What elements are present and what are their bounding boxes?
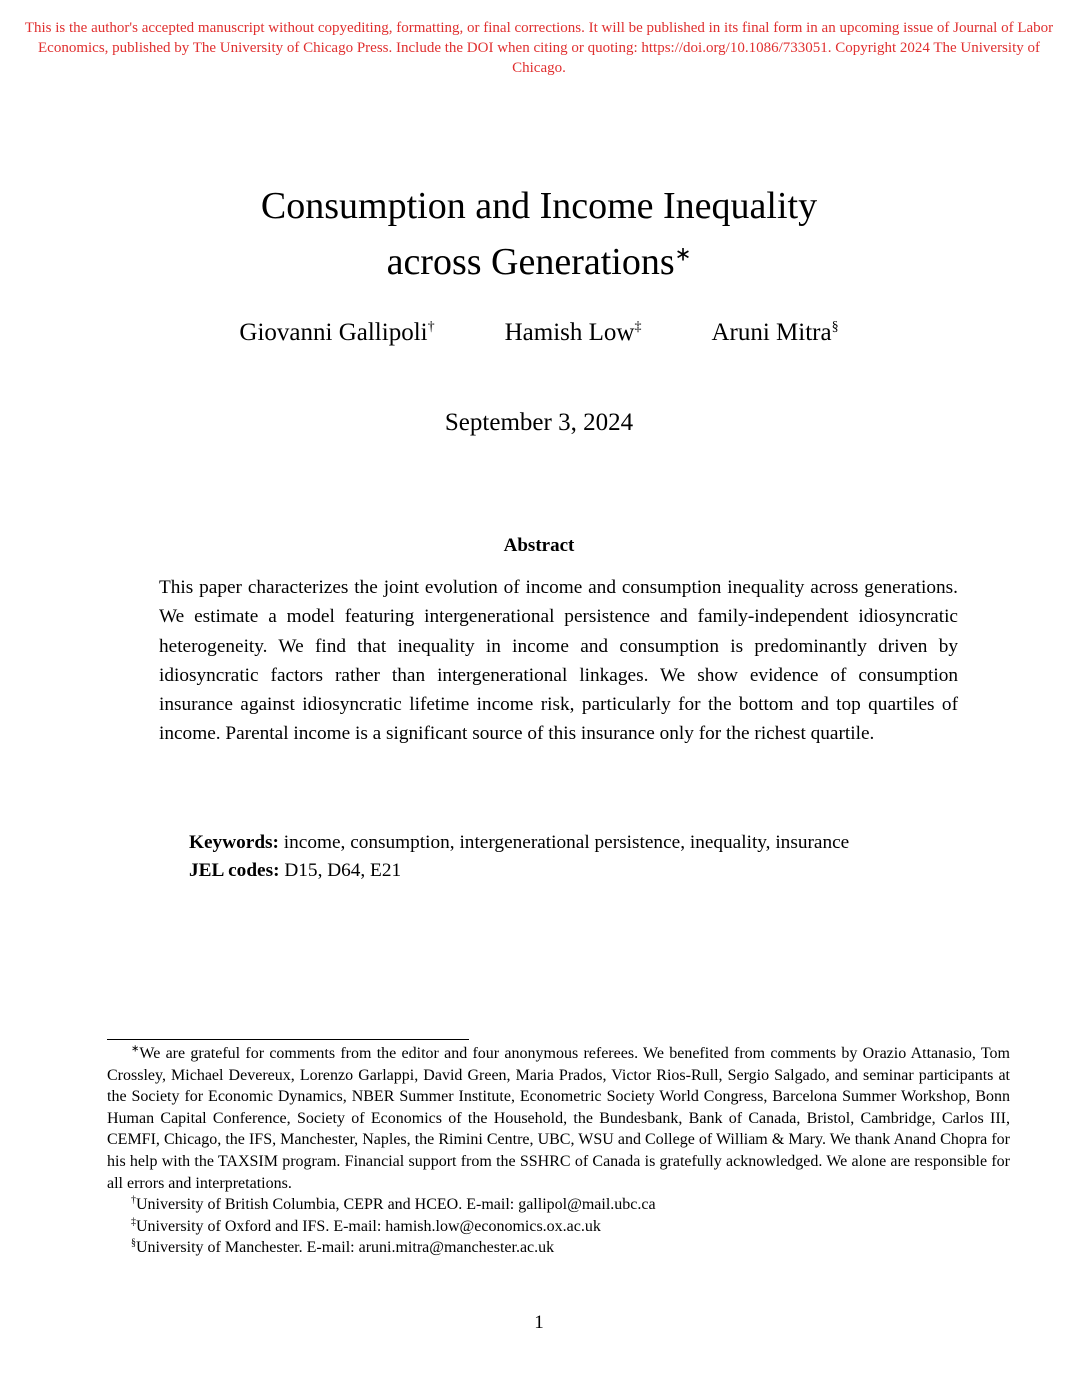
- author-name: Aruni Mitra: [711, 319, 832, 346]
- title-line-1: Consumption and Income Inequality: [260, 185, 818, 227]
- keywords-label: Keywords:: [189, 832, 279, 853]
- footnote-text: University of British Columbia, CEPR and HCEO. E-mail: gallipol@mail.ubc.ca: [136, 1196, 656, 1214]
- author: [505, 316, 642, 350]
- author-name: Hamish Low: [504, 319, 635, 346]
- footnote-affiliation: [107, 1216, 1010, 1238]
- keywords-line: [189, 829, 969, 857]
- abstract-body: This paper characterizes the joint evolution of income and consumption inequality across generations. We estimate a model featuring intergenerational persistence and family-independent idiosyncratic heterogeneity. We find that inequality in income and consumption is predominantly driven by idiosyncratic factors rather than intergenerational linkages. We show evidence of consumption insurance against idiosyncratic lifetime income risk, particularly for the bottom and top quartiles of income. Parental income is a significant source of this insurance only for the richest quartile.: [159, 577, 958, 745]
- footnote-text: University of Manchester. E-mail: aruni.mitra@manchester.ac.uk: [136, 1239, 555, 1257]
- author-list: [0, 316, 1078, 350]
- jel-label: JEL codes:: [189, 860, 280, 881]
- jel-value: D15, D64, E21: [284, 860, 402, 881]
- author-footnote-mark: ‡: [634, 319, 642, 335]
- author-name: Giovanni Gallipoli: [239, 319, 428, 346]
- footnote-mark: ‡: [131, 1216, 136, 1228]
- footnote-affiliation: [107, 1237, 1010, 1259]
- author-footnote-mark: §: [831, 319, 839, 335]
- footnote-text: We are grateful for comments from the editor and four anonymous referees. We benefited from comments by Orazio Attanasio, Tom Crossley, Michael Devereux, Lorenzo Garlappi, David Green, Maria Prados, Victor Rios-Rull, Sergio Salgado, and seminar participants at the Society for Economic Dynamics, NBER Summer Institute, Econometric Society World Congress, Barcelona Summer Workshop, Bonn Human Capital Conference, Society of Economics of the Household, the Bundesbank, Bank of Canada, Bristol, Cambridge, Carlos III, CEMFI, Chicago, the IFS, Manchester, Naples, the Rimini Centre, UBC, WSU and College of William & Mary. We thank Anand Chopra for his help with the TAXSIM program. Financial support from the SSHRC of Canada is gratefully acknowledged. We alone are responsible for all errors and interpretations.: [107, 1045, 1010, 1192]
- author: [711, 316, 838, 350]
- author-footnote-mark: †: [427, 319, 435, 335]
- keywords-block: [189, 829, 969, 885]
- footnote-mark: §: [131, 1238, 136, 1250]
- title-footnote-mark: ∗: [674, 243, 692, 266]
- page-number: 1: [534, 1312, 544, 1333]
- title-line-2: [0, 234, 1078, 290]
- footnote-text: University of Oxford and IFS. E-mail: hamish.low@economics.ox.ac.uk: [136, 1217, 601, 1235]
- author: [239, 316, 434, 350]
- footnote-affiliation: [107, 1194, 1010, 1216]
- abstract-heading: Abstract: [503, 535, 575, 556]
- footnotes: [107, 1043, 1010, 1259]
- paper-title: [0, 178, 1078, 290]
- jel-line: [189, 857, 969, 885]
- keywords-value: income, consumption, intergenerational persistence, inequality, insurance: [283, 832, 850, 853]
- footnote-acknowledgements: [107, 1043, 1010, 1194]
- footnote-mark: ∗: [131, 1043, 140, 1055]
- paper-date: September 3, 2024: [444, 409, 634, 436]
- footnote-mark: †: [131, 1194, 136, 1206]
- title-line-2-text: across Generations: [386, 241, 675, 283]
- footnote-divider: [107, 1039, 469, 1040]
- publication-notice: This is the author's accepted manuscript without copyediting, formatting, or final corrections. It will be published in its final form in an upcoming issue of Journal of Labor Economics, published by The University of Chicago Press. Include the DOI when citing or quoting: https://doi.org/10.1086/733051. Copyright 2024 The University of Chicago.: [24, 20, 1054, 76]
